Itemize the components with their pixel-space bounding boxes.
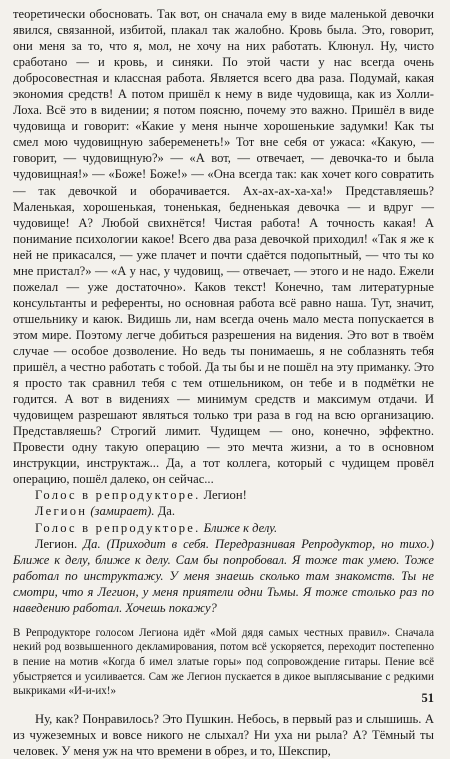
speaker-name: Легион. bbox=[35, 536, 78, 551]
continuation-text: Ну, как? Понравилось? Это Пушкин. Небось, в первый раз и слышишь. А из чужеземных и вовсе никого не слыхал? Ни уха ни рыла? А? Тёмный ты человек. У меня уж на что времени в обрез, и то, Шекспир, bbox=[13, 711, 434, 758]
dialogue-text: Легион! bbox=[203, 488, 247, 503]
dialogue-line bbox=[13, 520, 434, 536]
speaker-name: Голос в репродукторе. bbox=[35, 520, 201, 535]
dialogue-text: Ближе к делу. bbox=[203, 520, 278, 535]
speaker-name: Легион bbox=[35, 504, 88, 519]
dialogue-line bbox=[13, 487, 434, 503]
page-number: 51 bbox=[421, 691, 434, 705]
speaker-name: Голос в репродукторе. bbox=[35, 488, 201, 503]
stage-direction: (замирает). bbox=[87, 504, 155, 519]
main-paragraph: теоретически обосновать. Так вот, он сначала ему в виде маленькой девочки явился, связанной, избитой, плакал так жалобно. Кровь была. Это, говорит, они меня за то, что я, мол, не хочу на них работать. Клюнул. Ну, чисто сработано — и кровь, и синяки. По этой части у нас всегда очень добросовестная и классная работа. Является всего два раза. Подумай, какая экономия средств! А потом пришёл к нему в виде чудовища, как из Холли-Лоха. Всё это в видении; я потом поясню, почему это важно. Пришёл в виде чудовища и говорит: «Какие у меня нынче хорошенькие задумки! Как ты смел мою чудовищную забеременеть!» Тот вне себя от ужаса: «Какую, — говорит, — чудовищную?» — «А вот, — отвечает, — девочка-то и была чудовищная!» — «Боже! Боже!» — «Она всегда так: как хочет кого совратить — так девочкой и оборачивается. Ах-ах-ах-ха-ха!» Представляешь? Маленькая, хорошенькая, тоненькая, бедненькая девочка — и вдруг — чудовище! А? Любой свихнётся! Чистая работа! А точность какая! А понимание психологии какое! Всего два раза девочкой приходил! «Так я же к ней не прикасался, — уже плачет и почти сдаётся подопытный, — что ты ко мне пристал?» — «А у нас, у чудовищ, — отвечает, — этого и не надо. Ежели пожелал — уже достаточно». Каков текст! Конечно, там литературные консультанты и референты, но основная работа всё равно наша. Тут, значит, отшельнику и каюк. Видишь ли, нам всегда очень мало места попускается в этом мире. Поэтому легче добиться разрешения на видения. Это вот в твоём случае — особое дозволение. Но ведь ты понимаешь, я не соблазнять тебя пришёл, а честно работать с тобой. Да ты бы и не пошёл на эту приманку. Это я просто так сравнил тебя с тем отшельником, он тебе и в подмётки не годится. А вот в видениях — минимум средств и максимум отдачи. И чудовищем разрешают являться только три раза в год на всю организацию. Представляешь? Строгий лимит. Чудищем — оно, конечно, эффектно. Провести одну такую операцию — это мечта жизни, а то в основном инструкции, инструктаж... Да, а тот коллега, который с чудищем провёл операцию, пошёл далеко, он сейчас... bbox=[13, 7, 434, 487]
dialogue-text: Да. bbox=[157, 504, 176, 519]
legion-speech-text: Да. (Приходит в себя. Передразнивая Репродуктор, но тихо.) Ближе к делу, ближе к делу. Сам бы попробовал. Я тоже так умею. Тоже работал по инструктажу. У меня знаешь сколько там знакомств. Ты не смотри, что я Легион, у меня приятели одни Тьмы. Я тоже столько раз по наведению работал. Хочешь покажу? bbox=[13, 536, 434, 615]
dialogue-line bbox=[13, 503, 434, 519]
stage-note: В Репродукторе голосом Легиона идёт «Мой дядя самых честных правил». Сначала некий род возвышенного декламирования, потом всё ускоряется, переходит постепенно в пение на мотив «Когда б имел златые горы» под сопровождение гитары. Пение всё убыстряется и усиливается. Сам же Легион пускается в дикое выплясывание с редкими выкриками «И-и-их!» bbox=[13, 626, 434, 698]
legion-speech bbox=[13, 536, 434, 616]
body-text bbox=[13, 6, 434, 487]
